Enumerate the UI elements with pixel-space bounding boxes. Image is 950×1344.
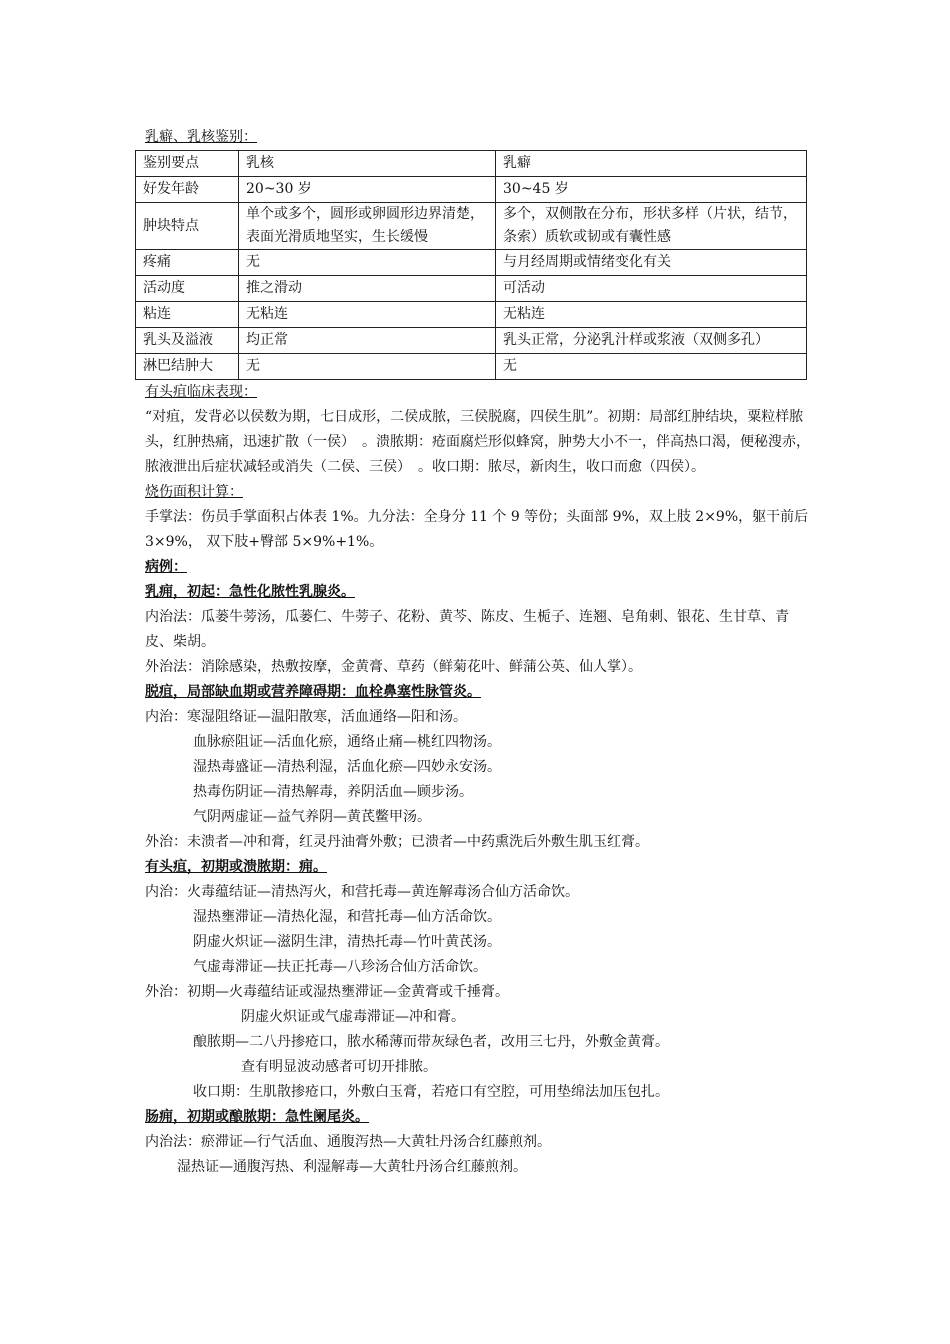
- case-text: 内治法：瓜蒌牛蒡汤，瓜蒌仁、牛蒡子、花粉、黄芩、陈皮、生栀子、连翘、皂角刺、银花、生甘草、青皮、柴胡。: [145, 609, 789, 650]
- table-cell: 鉴别要点: [136, 151, 239, 177]
- case-heading: 有头疽，初期或溃脓期：痈。: [145, 859, 327, 875]
- case-text: 收口期：生肌散掺疮口，外敷白玉膏，若疮口有空腔，可用垫绵法加压包扎。: [193, 1084, 669, 1100]
- table-cell: 好发年龄: [136, 177, 239, 203]
- table-cell: 乳头及溢液: [136, 328, 239, 354]
- case-text: 内治：寒湿阻络证—温阳散寒，活血通络—阳和汤。: [145, 709, 467, 725]
- table-cell: 淋巴结肿大: [136, 354, 239, 380]
- table-cell: 20~30 岁: [239, 177, 496, 203]
- case-heading: 肠痈，初期或酿脓期：急性阑尾炎。: [145, 1109, 369, 1125]
- table-row: [136, 203, 807, 250]
- table-row: [136, 328, 807, 354]
- table-header-row: [136, 151, 807, 177]
- case-text: 血脉瘀阻证—活血化瘀，通络止痛—桃红四物汤。: [193, 734, 501, 750]
- case-text: 阴虚火炽证—滋阴生津，清热托毒—竹叶黄芪汤。: [193, 934, 501, 950]
- table-row: [136, 250, 807, 276]
- case-text: 湿热证—通腹泻热、利湿解毒—大黄牡丹汤合红藤煎剂。: [177, 1159, 527, 1175]
- table-cell: 单个或多个，圆形或卵圆形边界清楚，表面光滑质地坚实，生长缓慢: [239, 203, 496, 250]
- case-heading: 乳痈，初起：急性化脓性乳腺炎。: [145, 584, 355, 600]
- table-cell: 无: [239, 250, 496, 276]
- table-cell: 疼痛: [136, 250, 239, 276]
- table-cell: 乳核: [239, 151, 496, 177]
- case-text: 内治：火毒蕴结证—清热泻火，和营托毒—黄连解毒汤合仙方活命饮。: [145, 884, 579, 900]
- case-text: 湿热毒盛证—清热利湿，活血化瘀—四妙永安汤。: [193, 759, 501, 775]
- table-cell: 推之滑动: [239, 276, 496, 302]
- burn-paragraph: 手掌法：伤员手掌面积占体表 1%。九分法：全身分 11 个 9 等份；头面部 9%，双上肢 2×9%，躯干前后 3×9%， 双下肢+臀部 5×9%+1%。: [145, 509, 809, 550]
- case-text: 湿热壅滞证—清热化湿，和营托毒—仙方活命饮。: [193, 909, 501, 925]
- table-cell: 肿块特点: [136, 203, 239, 250]
- table-cell: 可活动: [496, 276, 807, 302]
- table-cell: 均正常: [239, 328, 496, 354]
- section-title-cases: 病例：: [145, 559, 187, 575]
- table-cell: 无粘连: [496, 302, 807, 328]
- table-cell: 乳头正常，分泌乳汁样或浆液（双侧多孔）: [496, 328, 807, 354]
- diff-table: [135, 150, 807, 380]
- table-cell: 无: [496, 354, 807, 380]
- case-text: 外治法：消除感染，热敷按摩，金黄膏、草药（鲜菊花叶、鲜蒲公英、仙人掌）。: [145, 659, 642, 675]
- case-text: 内治法：瘀滞证—行气活血、通腹泻热—大黄牡丹汤合红藤煎剂。: [145, 1134, 551, 1150]
- case-text: 热毒伤阴证—清热解毒，养阴活血—顾步汤。: [193, 784, 473, 800]
- case-text: 查有明显波动感者可切开排脓。: [241, 1059, 437, 1075]
- table-cell: 无粘连: [239, 302, 496, 328]
- table-row: [136, 354, 807, 380]
- table-cell: 多个，双侧散在分布，形状多样（片状，结节，条索）质软或韧或有囊性感: [496, 203, 807, 250]
- table-cell: 与月经周期或情绪变化有关: [496, 250, 807, 276]
- case-heading: 脱疽，局部缺血期或营养障碍期：血栓鼻塞性脉管炎。: [145, 684, 481, 700]
- section-title-burn: 烧伤面积计算：: [145, 484, 243, 500]
- case-text: 气阴两虚证—益气养阴—黄芪鳖甲汤。: [193, 809, 431, 825]
- table-row: [136, 276, 807, 302]
- table-row: [136, 302, 807, 328]
- case-text: 外治：未溃者—冲和膏，红灵丹油膏外敷；已溃者—中药熏洗后外敷生肌玉红膏。: [145, 834, 649, 850]
- carbuncle-paragraph: “对疽，发背必以侯数为期，七日成形，二侯成脓，三侯脱腐，四侯生肌”。初期：局部红肿结块，粟粒样脓头，红肿热痛，迅速扩散（一侯） 。溃脓期：疮面腐烂形似蜂窝，肿势大小不一，伴高热口渴，便秘溲赤，脓液泄出后症状减轻或消失（二侯、三侯） 。收口期：脓尽，新肉生，收口而愈（四侯）。: [145, 409, 810, 475]
- table-cell: 粘连: [136, 302, 239, 328]
- table-cell: 乳癖: [496, 151, 807, 177]
- case-text: 阴虚火炽证或气虚毒滞证—冲和膏。: [241, 1009, 465, 1025]
- section-title-mammary-diff: 乳癖、乳核鉴别：: [145, 129, 257, 145]
- table-row: [136, 177, 807, 203]
- case-text: 外治：初期—火毒蕴结证或湿热壅滞证—金黄膏或千捶膏。: [145, 984, 509, 1000]
- document-page: [145, 125, 815, 1180]
- section-title-carbuncle: 有头疽临床表现：: [145, 384, 257, 400]
- case-text: 酿脓期—二八丹掺疮口，脓水稀薄而带灰绿色者，改用三七丹，外敷金黄膏。: [193, 1034, 669, 1050]
- table-cell: 活动度: [136, 276, 239, 302]
- table-cell: 30~45 岁: [496, 177, 807, 203]
- table-cell: 无: [239, 354, 496, 380]
- case-text: 气虚毒滞证—扶正托毒—八珍汤合仙方活命饮。: [193, 959, 487, 975]
